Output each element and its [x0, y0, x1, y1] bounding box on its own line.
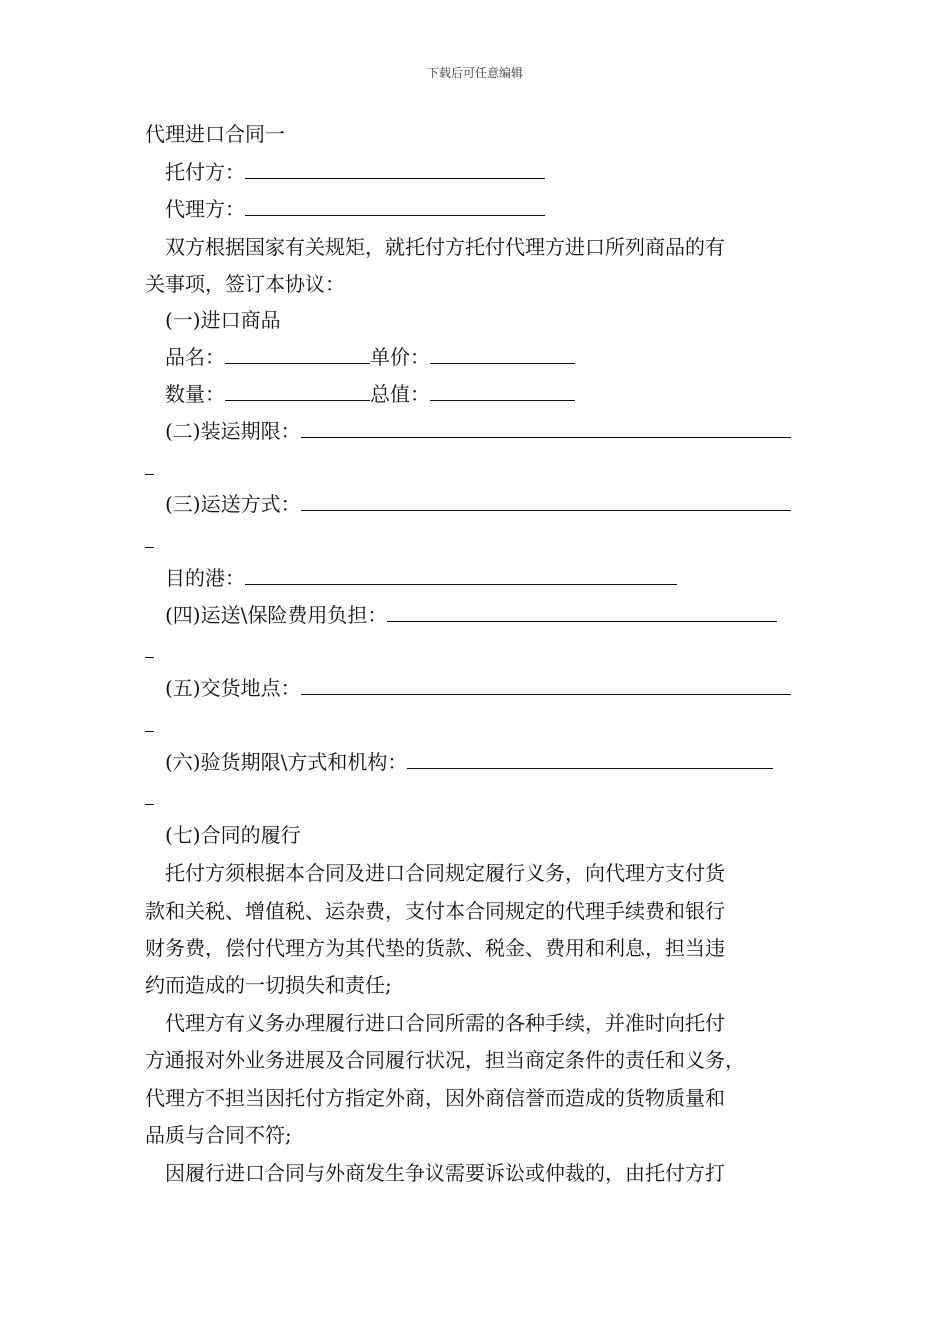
party-b-blank[interactable] — [245, 197, 545, 216]
wrap-dash — [145, 637, 154, 665]
section-1-title: (一)进口商品 — [165, 308, 281, 332]
section-5-line — [165, 674, 791, 702]
party-a-blank[interactable] — [245, 160, 545, 179]
page-header: 下载后可任意编辑 — [426, 66, 523, 80]
name-label: 品名： — [165, 345, 225, 369]
unit-price-blank[interactable] — [430, 345, 575, 364]
port-blank[interactable] — [245, 566, 677, 585]
paragraph-3-line: 因履行进口合同与外商发生争议需要诉讼或仲裁的，由托付方打 — [165, 1161, 725, 1185]
party-a-line — [165, 158, 545, 186]
paragraph-1-line: 款和关税、增值税、运杂费，支付本合同规定的代理手续费和银行 — [145, 899, 725, 923]
intro-line-2: 关事项，签订本协议： — [145, 272, 345, 296]
party-b-label: 代理方： — [165, 197, 245, 221]
delivery-place-blank[interactable] — [301, 676, 791, 695]
party-b-line — [165, 195, 545, 223]
wrap-dash — [145, 711, 154, 739]
paragraph-2-line: 品质与合同不符; — [145, 1123, 292, 1147]
name-blank[interactable] — [225, 345, 370, 364]
paragraph-2-line: 代理方不担当因托付方指定外商，因外商信誉而造成的货物质量和 — [145, 1086, 725, 1110]
wrap-dash — [145, 454, 154, 482]
quantity-label: 数量： — [165, 382, 225, 406]
section-3-line — [165, 490, 791, 518]
section-3-label: (三)运送方式： — [165, 492, 301, 516]
total-label: 总值： — [370, 382, 430, 406]
party-a-label: 托付方： — [165, 160, 245, 184]
section-5-label: (五)交货地点： — [165, 676, 301, 700]
shipment-period-blank[interactable] — [301, 419, 791, 438]
paragraph-1-line: 托付方须根据本合同及进口合同规定履行义务，向代理方支付货 — [165, 861, 725, 885]
paragraph-2-line: 方通报对外业务进展及合同履行状况，担当商定条件的责任和义务， — [145, 1048, 745, 1072]
wrap-dash — [145, 527, 154, 555]
section-4-line — [165, 601, 777, 629]
section-6-label: (六)验货期限\方式和机构： — [165, 750, 408, 774]
section-7-title: (七)合同的履行 — [165, 823, 301, 847]
unit-price-label: 单价： — [370, 345, 430, 369]
port-label: 目的港： — [165, 566, 245, 590]
quantity-blank[interactable] — [225, 382, 370, 401]
inspection-blank[interactable] — [407, 750, 773, 769]
quantity-total-line — [165, 380, 575, 408]
cost-bearing-blank[interactable] — [387, 603, 777, 622]
name-price-line — [165, 343, 575, 371]
section-4-label: (四)运送\保险费用负担： — [165, 603, 388, 627]
section-6-line — [165, 748, 773, 776]
wrap-dash — [145, 784, 154, 812]
contract-title: 代理进口合同一 — [145, 122, 285, 146]
section-2-label: (二)装运期限： — [165, 419, 301, 443]
paragraph-2-line: 代理方有义务办理履行进口合同所需的各种手续，并准时向托付 — [165, 1011, 725, 1035]
port-line — [165, 564, 677, 592]
transport-method-blank[interactable] — [301, 492, 791, 511]
paragraph-1-line: 财务费，偿付代理方为其代垫的货款、税金、费用和利息，担当违 — [145, 936, 725, 960]
intro-line-1: 双方根据国家有关规矩，就托付方托付代理方进口所列商品的有 — [165, 235, 725, 259]
total-blank[interactable] — [430, 382, 575, 401]
section-2-line — [165, 417, 791, 445]
paragraph-1-line: 约而造成的一切损失和责任; — [145, 973, 392, 997]
